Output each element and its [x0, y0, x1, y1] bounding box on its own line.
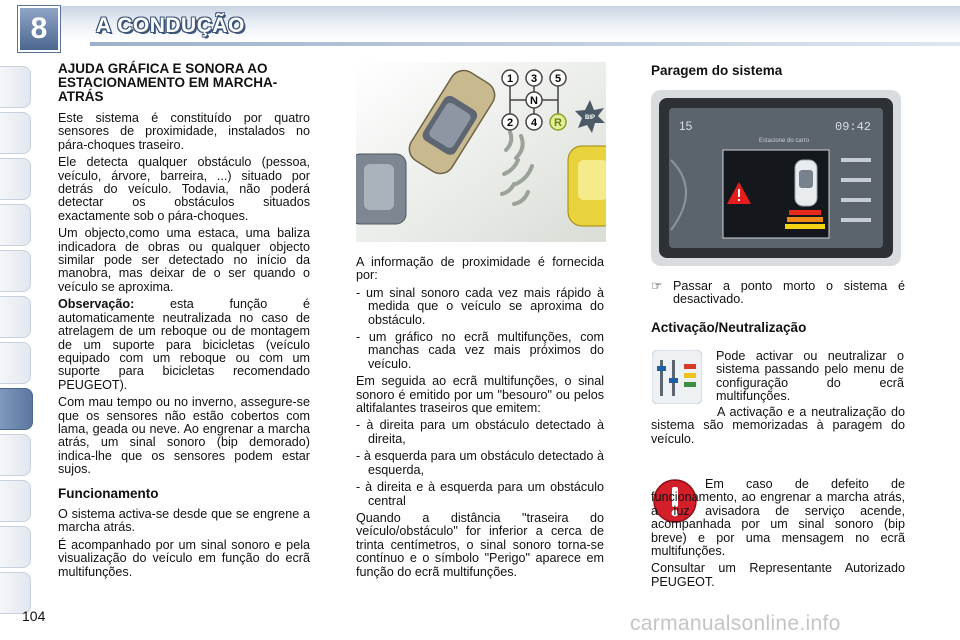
- paragraph-activation: O sistema activa-se desde que se engrene a marcha atrás.: [58, 506, 310, 535]
- screen-top-left-value: 15: [679, 119, 693, 133]
- gear-label-4: 4: [530, 117, 538, 129]
- settings-menu-icon: [652, 350, 702, 404]
- chapter-tab-3[interactable]: [0, 158, 31, 200]
- paragraph-danger: Quando a distância "traseira do veículo/obstáculo" for inferior a cerca de trinta centímetros, o sinal sonoro torna-se contínuo e o símbolo "Perigo" aparece em função do ecrã multifunções.: [356, 510, 604, 579]
- section-title-parking-aid: AJUDA GRÁFICA E SONORA AO ESTACIONAMENTO EM MARCHA-ATRÁS: [58, 61, 278, 104]
- car-top-view-icon: [795, 160, 817, 206]
- chapter-tab-9[interactable]: [0, 434, 31, 476]
- page-number: 104: [22, 608, 46, 624]
- gear-pattern: [502, 70, 566, 130]
- instruction-neutral-text: Passar a ponto morto o sistema é desactivado.: [673, 279, 905, 307]
- chapter-tab-4[interactable]: [0, 204, 31, 246]
- multifunction-screen-illustration: [651, 90, 901, 266]
- chapter-title: A CONDUÇÃO: [96, 14, 245, 37]
- chapter-tab-11[interactable]: [0, 526, 31, 568]
- chapter-tab-2[interactable]: [0, 112, 31, 154]
- paragraph-note: [58, 298, 310, 392]
- list-item-right: - à direita para um obstáculo detectado à direita,: [356, 418, 604, 446]
- bip-label: BIP: [584, 115, 596, 121]
- list-item-graphic: - um gráfico no ecrã multifunções, com manchas cada vez mais próximos do veículo.: [356, 330, 604, 371]
- paragraph-objects: Um objecto,como uma estaca, uma baliza indicadora de obras ou qualquer objecto similar pode ser detectado no início da manobra, mas deixar de o ser quando o veículo se aproxima.: [58, 226, 310, 294]
- screen-subtitle: Estacione do carro: [759, 138, 810, 144]
- gear-label-2: 2: [506, 117, 514, 129]
- chapter-tab-10[interactable]: [0, 480, 31, 522]
- screen-clock: 09:42: [835, 120, 872, 134]
- parked-car-right-yellow: [568, 146, 606, 226]
- page-header: [0, 0, 960, 54]
- section-title-system-stop: Paragem do sistema: [651, 63, 783, 78]
- paragraph-weather: Com mau tempo ou no inverno, assegure-se que os sensores não estão cobertos com lama, geada ou neve. Ao engrenar a marcha atrás, um sinal sonoro (bip demorado) indica-lhe que os sensores podem estar sujos.: [58, 395, 310, 477]
- left-column: [58, 62, 310, 583]
- instruction-neutral: [651, 280, 905, 307]
- chapter-tab-5[interactable]: [0, 250, 31, 292]
- gear-label-r: R: [554, 117, 562, 129]
- gear-label-n: N: [530, 95, 538, 107]
- chapter-number-badge: 8: [18, 6, 60, 52]
- paragraph-activation-menu: Pode activar ou neutralizar o sistema passando pelo menu de configuração do ecrã multifunções.: [716, 349, 904, 404]
- header-rule: [90, 42, 960, 46]
- paragraph-activation-memory: A activação e a neutralização do sistema são memorizadas à paragem do veículo.: [651, 405, 905, 446]
- paragraph-detection: Ele detecta qualquer obstáculo (pessoa, veículo, árvore, barreira, ...) situado por detrás do veículo. Todavia, não poderá detectar os obstáculos situados exactamente sob o pára-choques.: [58, 155, 310, 223]
- middle-column: [356, 256, 604, 583]
- section-title-operation: Funcionamento: [58, 485, 159, 501]
- gear-label-1: 1: [506, 73, 514, 85]
- right-column-stop: [651, 280, 905, 342]
- paragraph-malfunction: Em caso de defeito de funcionamento, ao engrenar a marcha atrás, a luz avisadora de serviço acende, acompanhada por um sinal sonoro (bip breve) e por uma mensagem no ecrã multifunções.: [651, 477, 905, 559]
- list-item-sound: - um sinal sonoro cada vez mais rápido à medida que o veículo se aproxima do obstáculo.: [356, 285, 604, 327]
- activation-text-block: [716, 350, 904, 408]
- list-item-center: - à direita e à esquerda para um obstáculo central: [356, 480, 604, 508]
- chapter-tab-1[interactable]: [0, 66, 31, 108]
- parking-illustration: [356, 62, 606, 242]
- pointer-hand-icon: ☞: [651, 279, 663, 293]
- parked-car-left: [356, 154, 406, 224]
- paragraph-sensors: Este sistema é constituído por quatro sensores de proximidade, instalados no pára-choques traseiro.: [58, 111, 310, 152]
- paragraph-display: É acompanhado por um sinal sonoro e pela visualização do veículo em função do ecrã multifunções.: [58, 537, 310, 579]
- paragraph-speakers: Em seguida ao ecrã multifunções, o sinal sonoro é emitido por um "besouro" ou pelos altifalantes traseiros que emitem:: [356, 374, 604, 416]
- paragraph-consult-dealer: Consultar um Representante Autorizado PEUGEOT.: [651, 561, 905, 589]
- chapter-tab-7[interactable]: [0, 342, 31, 384]
- watermark: carmanualsonline.info: [630, 612, 841, 635]
- chapter-tab-8-active[interactable]: [0, 388, 33, 430]
- activation-memory-block: [651, 406, 905, 450]
- warning-text-block: [651, 478, 905, 593]
- list-item-left: - à esquerda para um obstáculo detectado à esquerda,: [356, 449, 604, 477]
- chapter-tab-6[interactable]: [0, 296, 31, 338]
- section-title-activation: Activação/Neutralização: [651, 319, 807, 335]
- gear-label-3: 3: [530, 73, 538, 85]
- note-text: esta função é automaticamente neutralizada no caso de atrelagem de um reboque ou de montagem de um suporte para bicicletas (veículo equipado com um reboque ou com um suporte para bicicletas recomendado PEUGEOT).: [58, 297, 310, 392]
- paragraph-proximity-intro: A informação de proximidade é fornecida por:: [356, 255, 604, 283]
- proximity-marks: [785, 210, 825, 229]
- note-label: Observação:: [58, 297, 135, 312]
- gear-label-5: 5: [554, 73, 562, 85]
